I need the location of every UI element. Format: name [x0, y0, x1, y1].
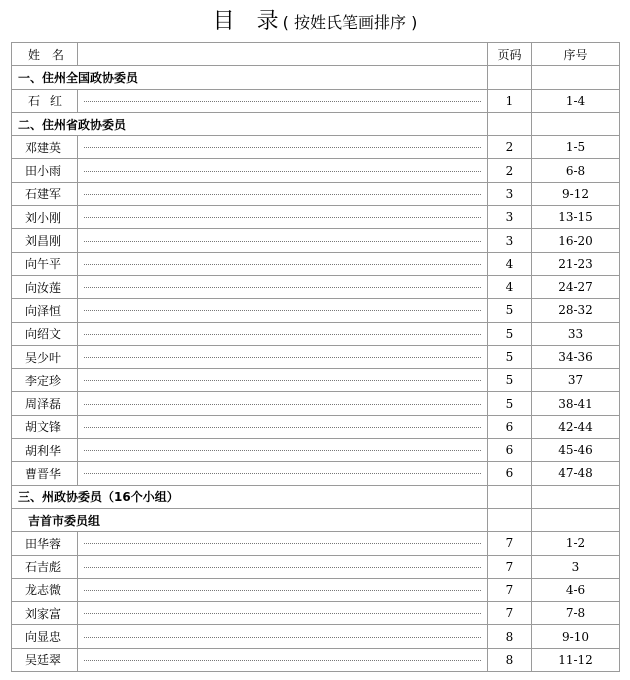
entry-page: 8 — [488, 648, 532, 671]
entry-page: 4 — [488, 252, 532, 275]
dot-leader — [78, 462, 488, 485]
entry-row — [12, 252, 620, 275]
entry-seq: 42-44 — [532, 415, 620, 438]
empty-cell — [532, 508, 620, 531]
dot-leader — [78, 89, 488, 112]
entry-row — [12, 206, 620, 229]
section-label: 二、住州省政协委员 — [12, 112, 488, 135]
entry-page: 6 — [488, 439, 532, 462]
entry-seq: 33 — [532, 322, 620, 345]
dot-leader — [78, 555, 488, 578]
entry-seq: 9-10 — [532, 625, 620, 648]
entry-row — [12, 462, 620, 485]
entry-page: 5 — [488, 299, 532, 322]
dot-leader — [78, 275, 488, 298]
entry-page: 1 — [488, 89, 532, 112]
entry-row — [12, 369, 620, 392]
entry-page: 5 — [488, 369, 532, 392]
section-row — [12, 485, 620, 508]
subsection-label: 吉首市委员组 — [12, 508, 488, 531]
entry-name: 曹晋华 — [12, 462, 78, 485]
dot-leader — [78, 578, 488, 601]
entry-seq: 34-36 — [532, 345, 620, 368]
entry-name: 田华蓉 — [12, 532, 78, 555]
empty-cell — [488, 485, 532, 508]
entry-page: 7 — [488, 578, 532, 601]
entry-row — [12, 345, 620, 368]
entry-name: 胡利华 — [12, 439, 78, 462]
entry-seq: 7-8 — [532, 602, 620, 625]
entry-page: 5 — [488, 345, 532, 368]
entry-row — [12, 182, 620, 205]
dot-leader — [78, 299, 488, 322]
entry-page: 6 — [488, 415, 532, 438]
dot-leader — [78, 602, 488, 625]
section-row — [12, 112, 620, 135]
dot-leader — [78, 415, 488, 438]
entry-name: 向汝莲 — [12, 275, 78, 298]
entry-page: 7 — [488, 532, 532, 555]
entry-row — [12, 89, 620, 112]
entry-page: 5 — [488, 322, 532, 345]
entry-seq: 47-48 — [532, 462, 620, 485]
dot-leader — [78, 369, 488, 392]
entry-name: 石红 — [12, 89, 78, 112]
entry-name: 周泽磊 — [12, 392, 78, 415]
empty-cell — [532, 112, 620, 135]
entry-row — [12, 392, 620, 415]
header-page: 页码 — [488, 43, 532, 66]
entry-name: 吴少叶 — [12, 345, 78, 368]
entry-row — [12, 159, 620, 182]
title-char-1: 目 — [212, 9, 235, 34]
entry-seq: 6-8 — [532, 159, 620, 182]
entry-row — [12, 648, 620, 671]
entry-name: 向绍文 — [12, 322, 78, 345]
title-char-2: 录 — [256, 9, 279, 34]
dot-leader — [78, 229, 488, 252]
entry-name: 向显忠 — [12, 625, 78, 648]
entry-name: 刘家富 — [12, 602, 78, 625]
entry-seq: 3 — [532, 555, 620, 578]
entry-name: 刘小刚 — [12, 206, 78, 229]
header-blank — [78, 43, 488, 66]
entry-name: 向午平 — [12, 252, 78, 275]
entry-seq: 24-27 — [532, 275, 620, 298]
dot-leader — [78, 532, 488, 555]
entry-page: 2 — [488, 136, 532, 159]
entry-page: 4 — [488, 275, 532, 298]
dot-leader — [78, 625, 488, 648]
entry-row — [12, 578, 620, 601]
entry-name: 李定珍 — [12, 369, 78, 392]
dot-leader — [78, 136, 488, 159]
entry-name: 刘昌刚 — [12, 229, 78, 252]
dot-leader — [78, 322, 488, 345]
entry-name: 石建军 — [12, 182, 78, 205]
entry-seq: 13-15 — [532, 206, 620, 229]
entry-page: 2 — [488, 159, 532, 182]
entry-page: 7 — [488, 555, 532, 578]
entry-name: 龙志微 — [12, 578, 78, 601]
dot-leader — [78, 648, 488, 671]
toc-table — [11, 42, 620, 672]
entry-page: 3 — [488, 206, 532, 229]
dot-leader — [78, 392, 488, 415]
entry-seq: 38-41 — [532, 392, 620, 415]
entry-row — [12, 532, 620, 555]
entry-name: 田小雨 — [12, 159, 78, 182]
header-name: 姓名 — [12, 43, 78, 66]
entry-row — [12, 625, 620, 648]
entry-seq: 28-32 — [532, 299, 620, 322]
entry-row — [12, 602, 620, 625]
empty-cell — [488, 112, 532, 135]
entry-seq: 9-12 — [532, 182, 620, 205]
entry-seq: 1-5 — [532, 136, 620, 159]
entry-row — [12, 555, 620, 578]
entry-name: 胡文锋 — [12, 415, 78, 438]
entry-row — [12, 136, 620, 159]
empty-cell — [488, 66, 532, 89]
entry-row — [12, 415, 620, 438]
entry-row — [12, 322, 620, 345]
entry-page: 3 — [488, 229, 532, 252]
empty-cell — [488, 508, 532, 531]
entry-seq: 1-2 — [532, 532, 620, 555]
title-subtitle: ( 按姓氏笔画排序 ) — [282, 13, 418, 32]
empty-cell — [532, 66, 620, 89]
section-label: 一、住州全国政协委员 — [12, 66, 488, 89]
entry-seq: 1-4 — [532, 89, 620, 112]
entry-name: 邓建英 — [12, 136, 78, 159]
entry-name: 石吉彪 — [12, 555, 78, 578]
entry-page: 5 — [488, 392, 532, 415]
entry-page: 8 — [488, 625, 532, 648]
entry-name: 吴廷翠 — [12, 648, 78, 671]
section-row — [12, 66, 620, 89]
entry-row — [12, 229, 620, 252]
entry-page: 7 — [488, 602, 532, 625]
dot-leader — [78, 252, 488, 275]
entry-seq: 4-6 — [532, 578, 620, 601]
document-title — [0, 4, 630, 40]
entry-seq: 21-23 — [532, 252, 620, 275]
entry-row — [12, 439, 620, 462]
entry-row — [12, 299, 620, 322]
entry-page: 6 — [488, 462, 532, 485]
dot-leader — [78, 159, 488, 182]
entry-seq: 45-46 — [532, 439, 620, 462]
entry-seq: 11-12 — [532, 648, 620, 671]
subsection-row — [12, 508, 620, 531]
entry-page: 3 — [488, 182, 532, 205]
entry-seq: 16-20 — [532, 229, 620, 252]
dot-leader — [78, 182, 488, 205]
entry-row — [12, 275, 620, 298]
header-row — [12, 43, 620, 66]
section-label: 三、州政协委员（16个小组） — [12, 485, 488, 508]
header-seq: 序号 — [532, 43, 620, 66]
dot-leader — [78, 206, 488, 229]
dot-leader — [78, 345, 488, 368]
entry-name: 向泽恒 — [12, 299, 78, 322]
empty-cell — [532, 485, 620, 508]
entry-seq: 37 — [532, 369, 620, 392]
dot-leader — [78, 439, 488, 462]
